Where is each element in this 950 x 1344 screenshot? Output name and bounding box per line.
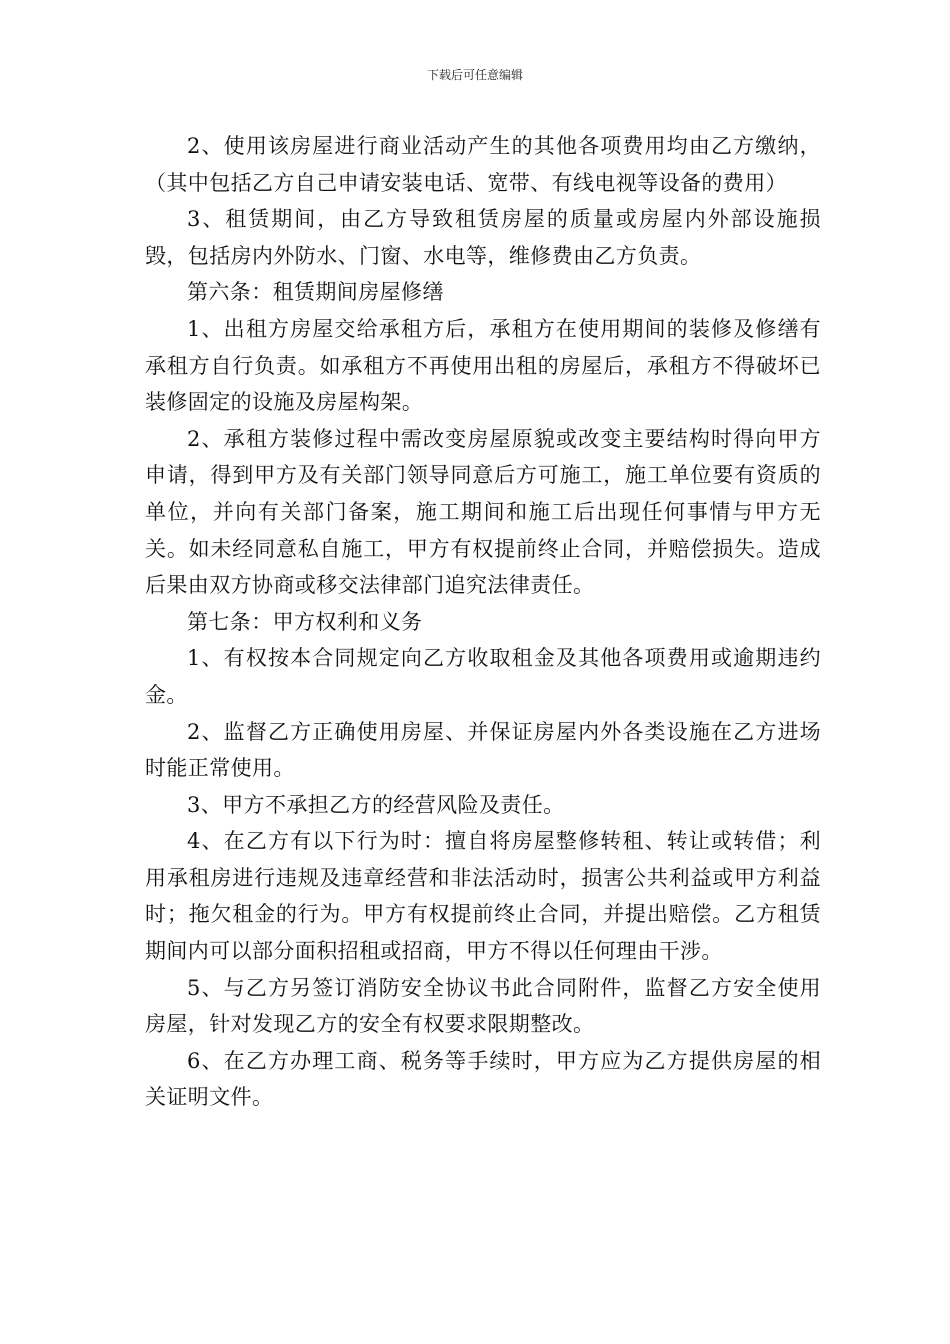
clause-7-item-3: 3、甲方不承担乙方的经营风险及责任。 [187,792,565,817]
clause-7-item-1: 1、有权按本合同规定向乙方收取租金及其他各项费用或逾期违约金。 [145,646,821,707]
clause-6-item-1: 1、出租方房屋交给承租方后，承租方在使用期间的装修及修缮有承租方自行负责。如承租方不再使用出租的房屋后，承租方不得破坏已装修固定的设施及房屋构架。 [145,316,821,415]
clause-7-item-2: 2、监督乙方正确使用房屋、并保证房屋内外各类设施在乙方进场时能正常使用。 [145,719,821,781]
clause-5-item-3: 3、租赁期间，由乙方导致租赁房屋的质量或房屋内外部设施损毁，包括房内外防水、门窗、水电等，维修费由乙方负责。 [145,207,821,268]
clause-7-item-5: 5、与乙方另签订消防安全协议书此合同附件，监督乙方安全使用房屋，针对发现乙方的安全有权要求限期整改。 [145,975,821,1037]
document-body [145,128,821,1116]
article-6-heading: 第六条：租赁期间房屋修缮 [187,280,444,305]
clause-6-item-2: 2、承租方装修过程中需改变房屋原貌或改变主要结构时得向甲方申请，得到甲方及有关部门领导同意后方可施工，施工单位要有资质的单位，并向有关部门备案，施工期间和施工后出现任何事情与甲方无关。如未经同意私自施工，甲方有权提前终止合同，并赔偿损失。造成后果由双方协商或移交法律部门追究法律责任。 [145,426,821,598]
article-7-heading: 第七条：甲方权利和义务 [187,609,423,634]
clause-7-item-4: 4、在乙方有以下行为时：擅自将房屋整修转租、转让或转借；利用承租房进行违规及违章经营和非法活动时，损害公共利益或甲方利益时；拖欠租金的行为。甲方有权提前终止合同，并提出赔偿。乙方租赁期间内可以部分面积招租或招商，甲方不得以任何理由干涉。 [145,829,821,964]
clause-7-item-6: 6、在乙方办理工商、税务等手续时，甲方应为乙方提供房屋的相关证明文件。 [145,1048,821,1110]
clause-5-item-2: 2、使用该房屋进行商业活动产生的其他各项费用均由乙方缴纳，（其中包括乙方自己申请安装电话、宽带、有线电视等设备的费用） [145,134,821,195]
page-header-note: 下载后可任意编辑 [426,68,523,82]
